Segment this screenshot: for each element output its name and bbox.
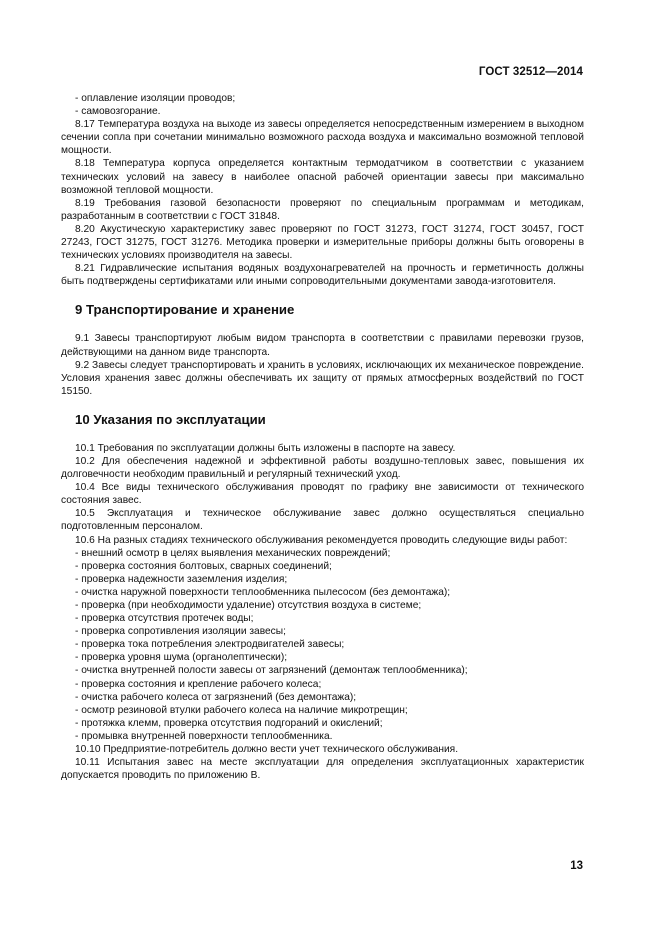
section-10 [61,442,584,782]
intro-paragraph: 8.17 Температура воздуха на выходе из завесы определяется непосредственным измерением в выходном сечении сопла при сочетании минимально возможного расхода воздуха и максимально возможной тепловой мощности. [61,119,584,157]
s10-paragraph: - очистка наружной поверхности теплообменника пылесосом (без демонтажа); [75,586,451,598]
s9-paragraph: 9.2 Завесы следует транспортировать и хранить в условиях, исключающих их механическое повреждение. Условия хранения завес должны обеспечивать их защиту от прямых атмосферных воздействий по ГОСТ 15150. [61,359,584,397]
section-9 [61,332,584,397]
s10-paragraph: 10.6 На разных стадиях технического обслуживания рекомендуется проводить следующие виды работ: [75,534,568,546]
s10-paragraph: - проверка уровня шума (органолептически); [75,652,288,664]
s10-paragraph: - внешний осмотр в целях выявления механических повреждений; [75,547,391,559]
intro-paragraph: 8.20 Акустическую характеристику завес проверяют по ГОСТ 31273, ГОСТ 31274, ГОСТ 30457, ГОСТ 27243, ГОСТ 31275, ГОСТ 31276. Методика проверки и измерительные приборы должны быть оговорены в технических условиях производителя на завесы. [61,223,584,262]
s9-paragraph: 9.1 Завесы транспортируют любым видом транспорта в соответствии с правилами перевозки грузов, действующими на данном виде транспорта. [61,333,584,358]
s10-paragraph: - проверка состояния и крепление рабочего колеса; [75,678,322,690]
s10-paragraph: - проверка (при необходимости удаление) отсутствия воздуха в системе; [75,600,422,611]
intro-paragraph: 8.18 Температура корпуса определяется контактным термодатчиком в соответствии с указанием технических условий на завесу в наиболее опасной рабочей ориентации завесы при максимально возможной тепловой мощности. [61,158,584,196]
s10-paragraph: - проверка надежности заземления изделия; [75,573,288,585]
intro-paragraph: 8.21 Гидравлические испытания водяных воздухонагревателей на прочность и герметичность должны быть подтверждены сертификатами или иными сопроводительными документами завода-изготовителя. [61,263,584,288]
page-number: 13 [570,860,583,872]
intro-paragraph: - самовозгорание. [75,106,161,118]
s10-paragraph: 10.2 Для обеспечения надежной и эффективной работы воздушно-тепловых завес, повышения их долговечности необходим правильный и регулярный технический уход. [61,455,584,481]
intro-paragraph: - оплавление изоляции проводов; [75,93,236,104]
s10-paragraph: 10.5 Эксплуатация и техническое обслуживание завес должно осуществляться специально подготовленным персоналом. [61,508,584,533]
s10-paragraph: - проверка отсутствия протечек воды; [75,613,254,625]
section-10-heading: 10 Указания по эксплуатации [75,411,266,427]
s10-paragraph: - проверка состояния болтовых, сварных соединений; [75,560,332,572]
s10-paragraph: 10.4 Все виды технического обслуживания проводят по графику вне зависимости от технического состояния завес. [61,482,584,507]
s10-paragraph: - очистка рабочего колеса от загрязнений (без демонтажа); [75,691,357,703]
document-body [61,92,584,782]
s10-paragraph: - промывка внутренней поверхности теплообменника. [75,730,333,742]
s10-paragraph: - проверка сопротивления изоляции завесы; [75,626,286,638]
s10-paragraph: - очистка внутренней полости завесы от загрязнений (демонтаж теплообменника); [75,665,468,677]
s10-paragraph: 10.11 Испытания завес на месте эксплуатации для определения эксплуатационных характеристик допускается проводить по приложению В. [61,757,584,782]
s10-paragraph: 10.10 Предприятие-потребитель должно вести учет технического обслуживания. [75,744,459,756]
s10-paragraph: - проверка тока потребления электродвигателей завесы; [75,639,345,651]
s10-paragraph: 10.1 Требования по эксплуатации должны быть изложены в паспорте на завесу. [75,442,456,454]
s10-paragraph: - протяжка клемм, проверка отсутствия подгораний и окислений; [75,717,383,729]
s10-paragraph: - осмотр резиновой втулки рабочего колеса на наличие микротрещин; [75,704,408,716]
section-8-continued [61,92,584,288]
section-9-heading: 9 Транспортирование и хранение [75,302,295,318]
intro-paragraph: 8.19 Требования газовой безопасности проверяют по специальным программам и методикам, разработанным в соответствии с ГОСТ 31848. [61,197,584,222]
document-code: ГОСТ 32512—2014 [478,66,583,78]
